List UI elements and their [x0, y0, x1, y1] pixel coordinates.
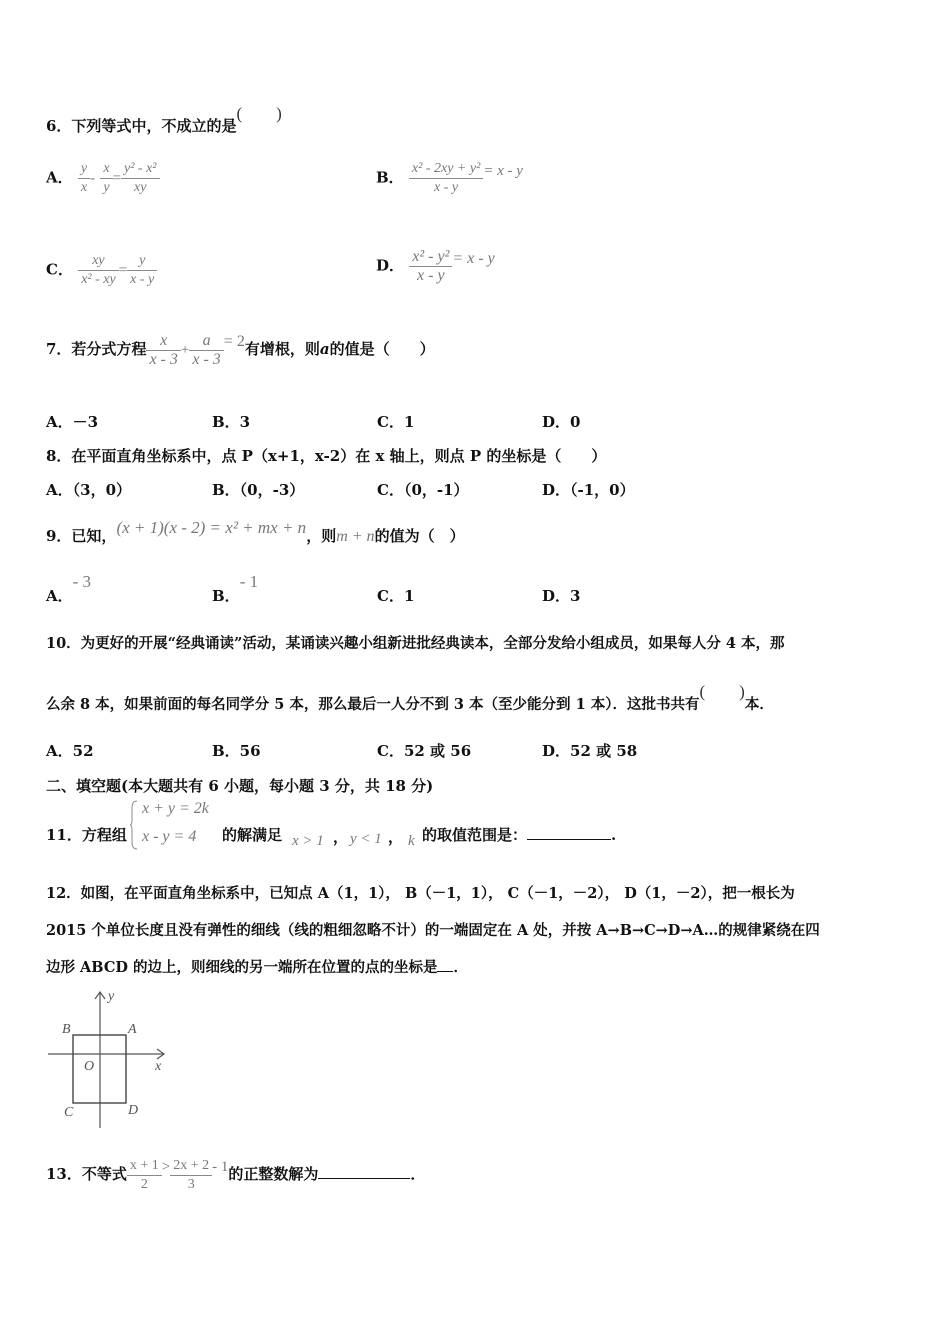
label-y: y — [108, 989, 115, 1004]
q11-cond2: y < 1 — [350, 831, 382, 847]
q7-option-a: A．－3 — [46, 413, 99, 431]
q11-eq1: x + y = 2k — [142, 800, 209, 817]
q12-answer-blank[interactable] — [437, 971, 453, 972]
label-b: B — [62, 1022, 71, 1037]
q6-stem: 6．下列等式中，不成立的是( ) — [46, 104, 282, 135]
label-d: D — [128, 1103, 139, 1118]
q7-option-b: B．3 — [212, 413, 251, 431]
q8-option-d: D．（-1，0） — [542, 481, 635, 499]
q8-option-a: A．（3，0） — [46, 481, 132, 499]
q7-option-d: D．0 — [542, 413, 581, 431]
q12-figure — [44, 986, 174, 1132]
q11-question: 的取值范围是： . — [422, 826, 617, 844]
q13-stem: 13．不等式 $\frac{x + 1}{2}$ > $\frac{2x + 2}{3}$ - 1的正整数解为 ． — [46, 1157, 426, 1192]
q13-answer-blank[interactable] — [318, 1178, 410, 1179]
q11-cond-text: 的解满足 — [222, 826, 283, 844]
q7-option-c: C．1 — [377, 413, 415, 431]
q10-option-b: B．56 — [212, 742, 261, 760]
section-2-heading: 二、填空题(本大题共有 6 小题，每小题 3 分，共 18 分) — [46, 777, 434, 795]
q11-label: 11．方程组 — [46, 826, 127, 844]
q10-line2: 么余 8 本，如果前面的每名同学分 5 本，那么最后一人分不到 3 本（至少能分到 1 本）．这批书共有( )本． — [46, 682, 774, 713]
q9-option-c: C．1 — [377, 587, 415, 605]
q6-option-c: C． $\frac{xy}{\text{x² - xy}}$ = $\frac{y}{x - y}$ — [46, 252, 157, 289]
label-a: A — [128, 1022, 137, 1037]
q9-stem: 9．已知，(x + 1)(x - 2) = x² + mx + n，则m + n的值为（ ） — [46, 518, 465, 545]
q11-answer-blank[interactable] — [527, 839, 611, 840]
q8-option-c: C．（0，-1） — [377, 481, 469, 499]
q10-option-c: C．52 或 56 — [377, 742, 472, 760]
q6-option-b: B． $\frac{\text{x² - 2xy + y²}}{x - y}$ = x - y — [376, 161, 523, 195]
q12-line3: 边形 ABCD 的边上，则细线的另一端所在位置的点的坐标是 ． — [46, 959, 468, 976]
q11-cond1: x > 1 — [292, 833, 324, 849]
q6-option-a: A． $\frac{y}{x}$ - $\frac{x}{y}$ = $\frac{\text{y² - x²}}{xy}$ — [46, 160, 160, 197]
q9-option-d: D．3 — [542, 587, 581, 605]
q11-var-k: k — [408, 833, 415, 849]
q9-option-a: A．- 3 — [46, 572, 92, 605]
q8-stem: 8．在平面直角坐标系中，点 P（x+1，x-2）在 x 轴上，则点 P 的坐标是（ ） — [46, 447, 607, 465]
label-c: C — [64, 1105, 74, 1120]
q6-option-d: D． $\frac{\text{x² - y²}}{x - y}$ = x - y — [376, 248, 495, 284]
q9-option-b: B．- 1 — [212, 572, 259, 605]
q10-option-d: D．52 或 58 — [542, 742, 638, 760]
label-x: x — [155, 1059, 162, 1074]
q10-option-a: A．52 — [46, 742, 94, 760]
q11-brace — [130, 800, 138, 850]
q11-eq2: x - y = 4 — [142, 828, 197, 845]
q10-line1: 10．为更好的开展“经典诵读”活动，某诵读兴趣小组新进批经典读本，全部分发给小组成员，如果每人分 4 本，那 — [46, 635, 785, 652]
q12-line1: 12．如图，在平面直角坐标系中，已知点 A（1，1）， B（－1，1）， C（－1，－2）， D（1，－2），把一根长为 — [46, 885, 795, 902]
label-origin: O — [84, 1059, 95, 1074]
q12-line2: 2015 个单位长度且没有弹性的细线（线的粗细忽略不计）的一端固定在 A 处，并按 A→B→C→D→A…的规律紧绕在四 — [46, 922, 820, 939]
q7-stem: 7．若分式方程 $\frac{x}{x - 3}$ + $\frac{a}{x - 3}$ = 2有增根，则a的值是（ ） — [46, 331, 435, 368]
q8-option-b: B．（0，-3） — [212, 481, 305, 499]
